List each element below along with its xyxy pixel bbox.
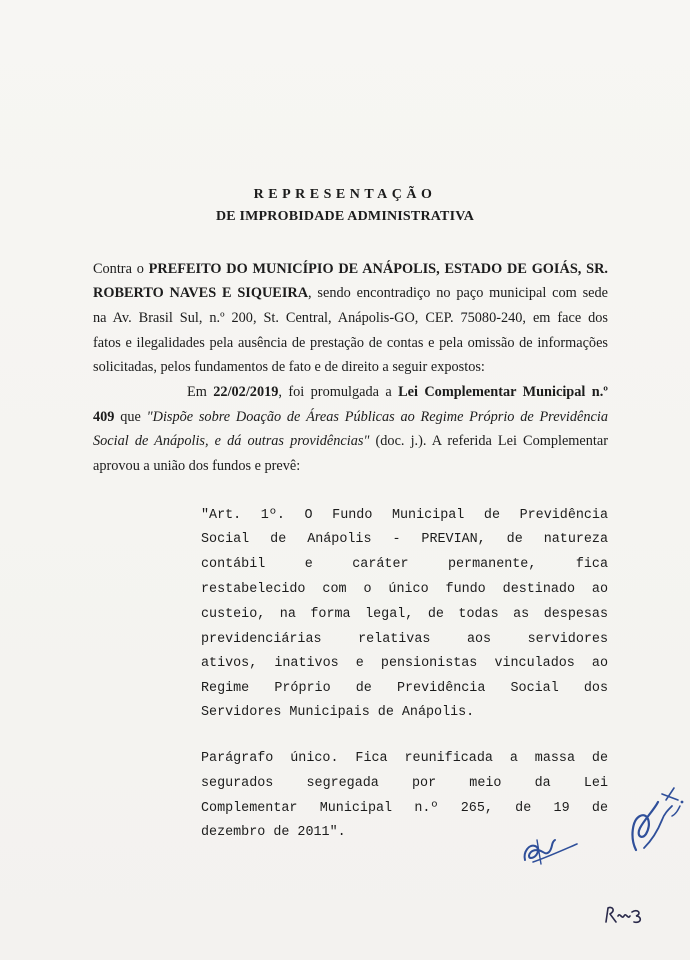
document-title: REPRESENTAÇÃO	[253, 187, 437, 202]
para2-line4: aprovou a união dos fundos e prevê:	[93, 458, 301, 474]
quote-paragraph-line: Complementar Municipal n.º 265, de 19 de	[201, 801, 608, 816]
quote-line: custeio, na forma legal, de todas as despesas	[201, 607, 608, 622]
para2-line1: Em 22/02/2019, foi promulgada a Lei Complementar Municipal n.º	[187, 384, 609, 400]
quote-line: ativos, inativos e pensionistas vinculados ao	[201, 656, 608, 671]
quote-line: Social de Anápolis - PREVIAN, de natureza	[201, 532, 608, 547]
quote-line: contábil e caráter permanente, fica	[201, 557, 608, 572]
handwritten-page-mark	[602, 902, 648, 928]
para2-line2: 409 que "Dispõe sobre Doação de Áreas Públicas ao Regime Próprio de Previdência	[93, 409, 608, 425]
quote-line: Servidores Municipais de Anápolis.	[201, 705, 475, 720]
quote-line: restabelecido com o único fundo destinado ao	[201, 582, 608, 597]
para1-line4: fatos e ilegalidades pela ausência de prestação de contas e pela omissão de informações	[93, 335, 608, 351]
quote-line: Regime Próprio de Previdência Social dos	[201, 681, 608, 696]
quote-paragraph-line: Parágrafo único. Fica reunificada a massa de	[201, 751, 608, 766]
para2-line3: Social de Anápolis, e dá outras providências" (doc. j.). A referida Lei Complementar	[93, 433, 608, 449]
para1-line5: solicitadas, pelos fundamentos de fato e de direito a seguir expostos:	[93, 359, 485, 375]
quote-paragraph-line: dezembro de 2011".	[201, 825, 346, 840]
para1-line2: ROBERTO NAVES E SIQUEIRA, sendo encontradiço no paço municipal com sede	[93, 285, 608, 301]
quote-paragraph-line: segurados segregada por meio da Lei	[201, 776, 608, 791]
quote-line: previdenciárias relativas aos servidores	[201, 632, 608, 647]
document-subtitle: DE IMPROBIDADE ADMINISTRATIVA	[215, 209, 475, 224]
quote-line: "Art. 1º. O Fundo Municipal de Previdência	[201, 508, 608, 523]
handwritten-initials-signature	[515, 822, 595, 872]
handwritten-rubric-signature	[622, 780, 688, 870]
para1-line3: na Av. Brasil Sul, n.º 200, St. Central, Anápolis-GO, CEP. 75080-240, em face dos	[93, 310, 608, 326]
para1-line1: Contra o PREFEITO DO MUNICÍPIO DE ANÁPOLIS, ESTADO DE GOIÁS, SR.	[93, 261, 608, 277]
